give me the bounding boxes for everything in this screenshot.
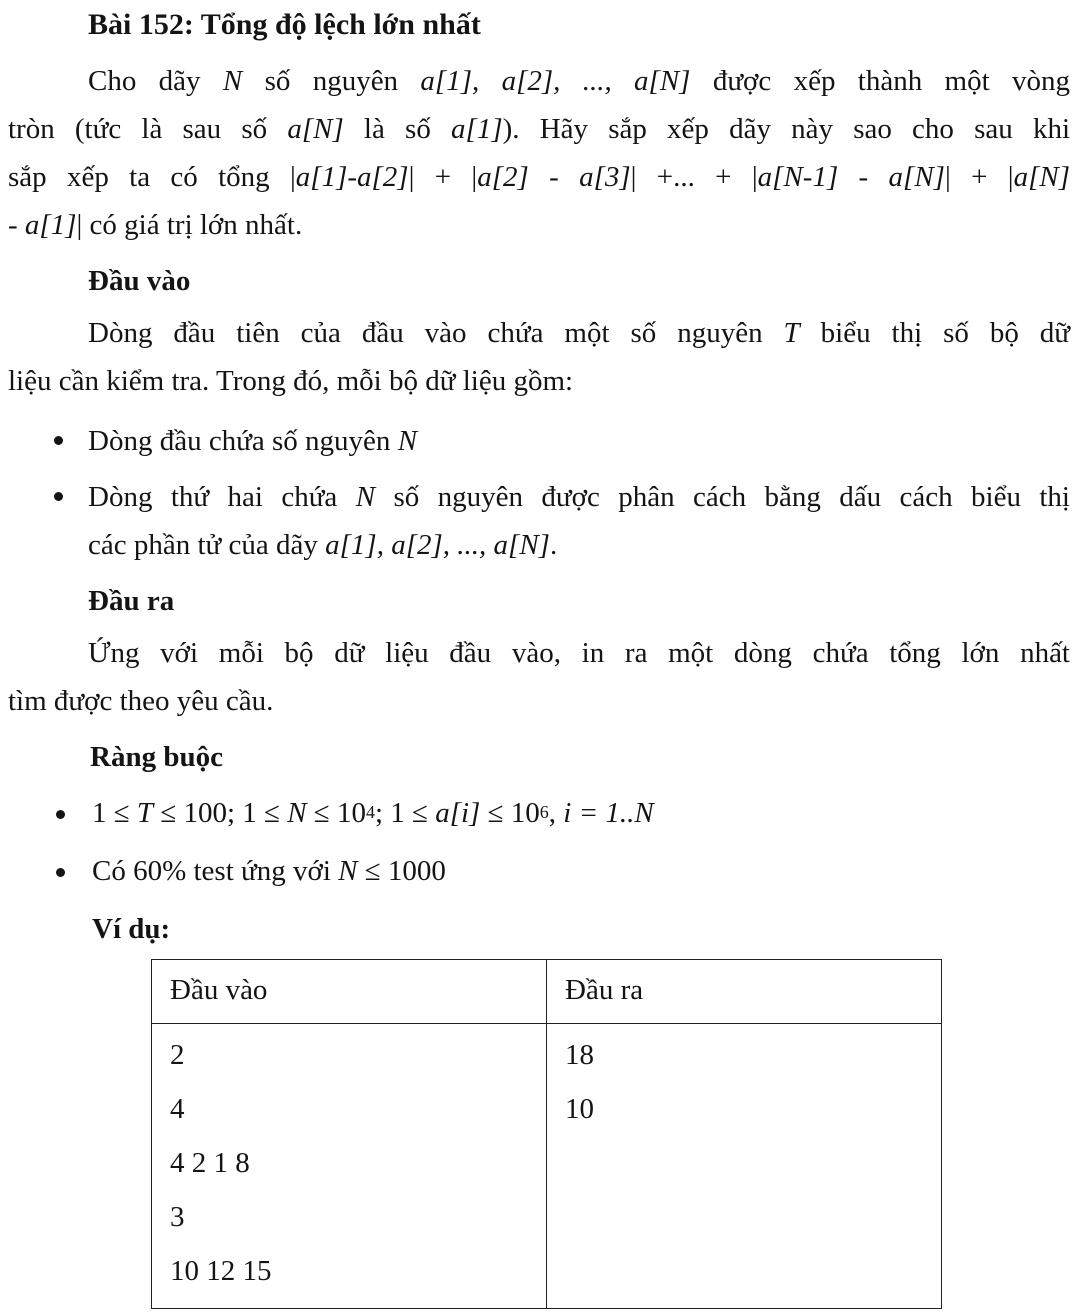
input-bullet-2-cont: các phần tử của dãy a[1], a[2], ..., a[N]. [88, 529, 558, 561]
intro-line-2: tròn (tức là sau số a[N] là số a[1]). Hãy sắp xếp dãy này sao cho sau khi [8, 113, 1071, 145]
example-input-cell [152, 1024, 547, 1309]
page-title: Bài 152: Tổng độ lệch lớn nhất [88, 8, 481, 41]
input-line: 3 [170, 1201, 185, 1233]
example-heading: Ví dụ: [92, 913, 171, 945]
input-line: 4 [170, 1093, 185, 1125]
table-row [152, 1024, 942, 1309]
intro-line-3: sắp xếp ta có tổng |a[1]-a[2]| + |a[2] - a[3]| +... + |a[N-1] - a[N]| + |a[N] [8, 161, 1070, 193]
example-table [151, 959, 942, 1309]
input-heading: Đầu vào [88, 265, 191, 297]
table-header-row [152, 960, 942, 1024]
bullet-icon [54, 492, 63, 501]
constraint-1: 1 ≤ T ≤ 100; $1 \le N \le 10^4$; $1 \le a[i] \le 10^6$, i = 1..N [92, 797, 654, 829]
input-bullet-2: Dòng thứ hai chứa N số nguyên được phân cách bằng dấu cách biểu thị [88, 481, 1070, 513]
bullet-icon [56, 810, 65, 819]
input-line: 4 2 1 8 [170, 1147, 250, 1179]
constraint-2: Có 60% test ứng với N ≤ 1000 [92, 855, 446, 887]
intro-line-1: Cho dãy N số nguyên a[1], a[2], ..., a[N] được xếp thành một vòng [88, 65, 1071, 97]
input-line-1: Dòng đầu tiên của đầu vào chứa một số nguyên T biểu thị số bộ dữ [88, 317, 1070, 349]
output-heading: Đầu ra [88, 585, 175, 617]
column-header-input: Đầu vào [152, 960, 547, 1024]
intro-line-4: - a[1]| có giá trị lớn nhất. [8, 209, 303, 241]
input-line-2: liệu cần kiểm tra. Trong đó, mỗi bộ dữ liệu gồm: [8, 365, 574, 397]
output-line-1: Ứng với mỗi bộ dữ liệu đầu vào, in ra một dòng chứa tổng lớn nhất [88, 637, 1070, 669]
input-line: 10 12 15 [170, 1255, 272, 1287]
bullet-icon [54, 436, 63, 445]
output-line-2: tìm được theo yêu cầu. [8, 685, 274, 717]
bullet-icon [56, 868, 65, 877]
column-header-output: Đầu ra [547, 960, 942, 1024]
constraints-heading: Ràng buộc [90, 741, 223, 773]
input-line: 2 [170, 1039, 185, 1071]
output-line: 18 [565, 1039, 594, 1071]
output-line: 10 [565, 1093, 594, 1125]
example-output-cell [547, 1024, 942, 1309]
input-bullet-1: Dòng đầu chứa số nguyên N [88, 425, 418, 457]
